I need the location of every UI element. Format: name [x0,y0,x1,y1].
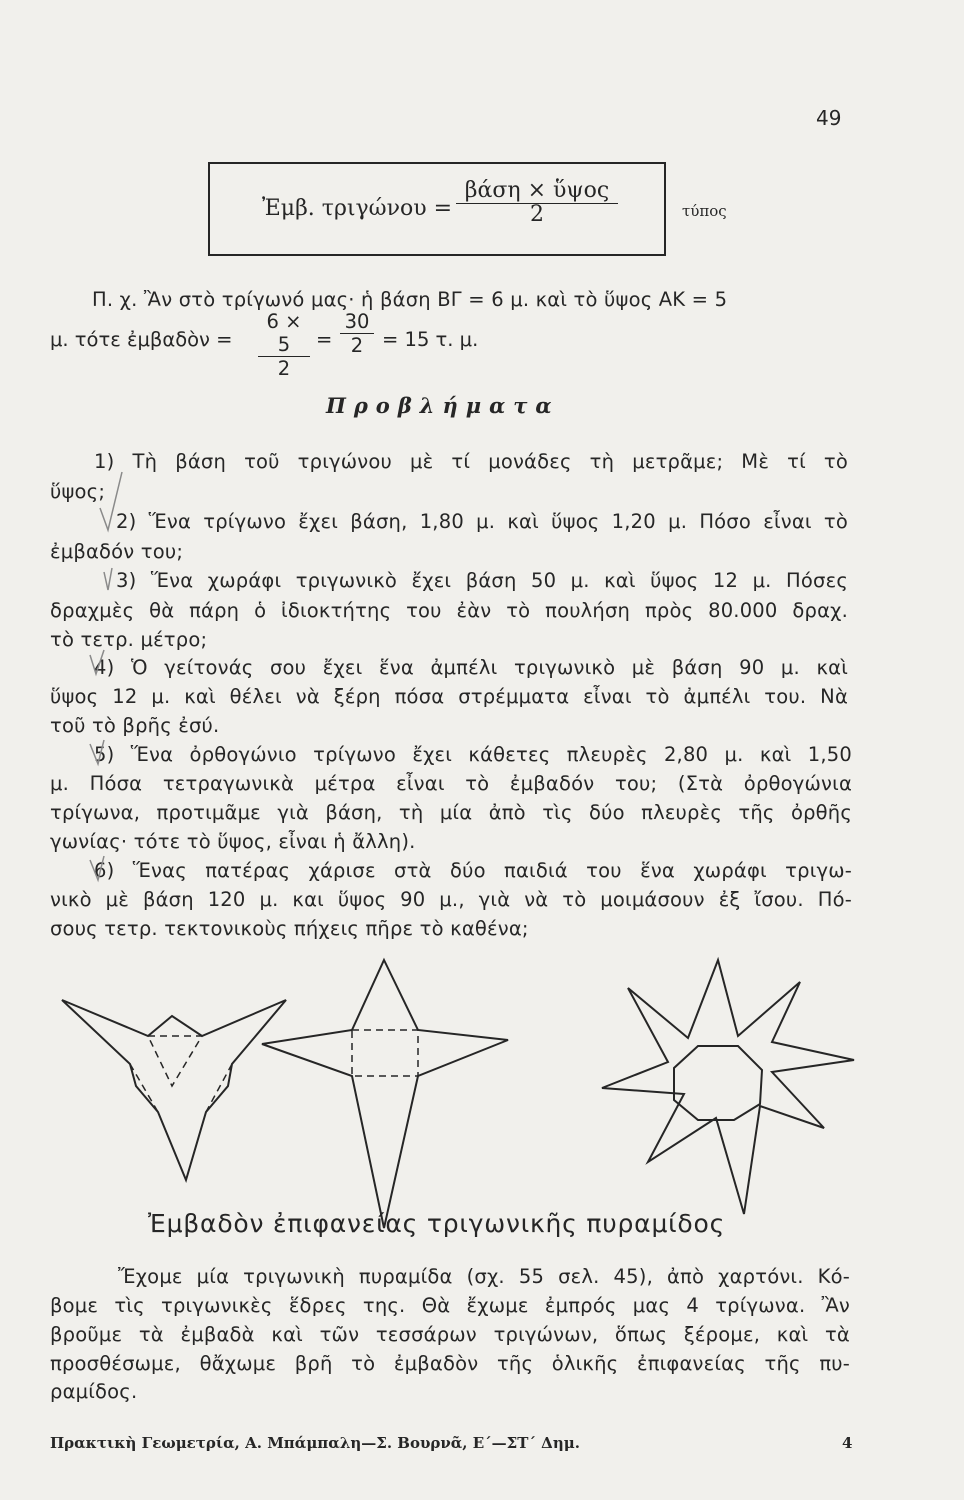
formula-numerator: βάση × ὕψος [464,178,610,203]
problem-line: μ. Πόσα τετραγωνικὰ μέτρα εἶναι τὸ ἐμβαδόν του; (Στὰ ὀρθογώνια [50,772,852,795]
section-text-line: βομε τὶς τριγωνικὲς ἕδρες της. Θὰ ἔχωμε ἐμπρός μας 4 τρίγωνα. Ἂν [50,1294,850,1317]
problem-line: νικὸ μὲ βάση 120 μ. και ὕψος 90 μ., γιὰ νὰ τὸ μοιμάσουν ἐξ ἴσου. Πό- [50,888,852,911]
problem-line: σους τετρ. τεκτονικοὺς πήχεις πῆρε τὸ καθένα; [50,917,529,940]
section-text-line: βροῦμε τὰ ἐμβαδὰ καὶ τῶν τεσσάρων τριγώνων, ὅπως ξέρομε, καὶ τὰ [50,1323,850,1346]
formula-side-label: τύπος [682,202,727,220]
fraction-1-numerator: 6 × 5 [266,310,302,356]
base-square-dashed [352,1030,418,1076]
problem-line: τρίγωνα, προτιμᾶμε γιὰ βάση, τὴ μία ἀπὸ τὶς δύο πλευρὲς τῆς ὀρθῆς [50,801,852,824]
fraction-2-numerator: 30 [344,310,370,333]
formula-denominator: 2 [530,202,544,227]
problem-line: ἐμβαδόν του; [50,540,184,563]
problem-line: 4) Ὁ γείτονάς σου ἔχει ἕνα ἀμπέλι τριγωνικὸ μὲ βάση 90 μ. καὶ [94,656,848,679]
problem-line: 6) Ἕνας πατέρας χάρισε στὰ δύο παιδιά του ἕνα χωράφι τριγω- [94,859,852,882]
problem-line: τὸ τετρ. μέτρο; [50,628,208,651]
check-mark-icon [100,472,122,530]
example-line-2-start: μ. τότε ἐμβαδὸν = [50,328,233,351]
outer-outline [602,960,854,1214]
section-text-line: Ἔχομε μία τριγωνικὴ πυραμίδα (σχ. 55 σελ. 45), ἀπὸ χαρτόνι. Κό- [118,1265,850,1288]
problem-line: 1) Τὴ βάση τοῦ τριγώνου μὲ τί μονάδες τὴ μετρᾶμε; Μὲ τί τὸ [94,450,848,473]
check-mark-icon [90,856,104,880]
formula-lhs: Ἐμβ. τριγώνου = [262,196,453,221]
problem-line: ὕψος 12 μ. καὶ θέλει νὰ ξέρη πόσα στρέμματα εἶναι τὸ ἀμπέλι του. Νὰ [50,685,848,708]
outer-outline [262,960,508,1228]
section-title: Ἐμβαδὸν ἐπιφανείας τριγωνικῆς πυραμίδος [148,1209,726,1238]
fraction-2-denominator: 2 [350,334,364,357]
footer-citation: Πρακτικὴ Γεωμετρία, Α. Μπάμπαλη—Σ. Βουρνᾶ, Ε΄—ΣΤ΄ Δημ. [50,1434,580,1452]
fraction-1-denominator: 2 [277,357,291,380]
fold-line-dashed [206,1064,232,1112]
section-text-line: προσθέσωμε, θἄχωμε βρῆ τὸ ἐμβαδὸν τῆς ὁλικῆς ἐπιφανείας τῆς πυ- [50,1352,850,1375]
example-line-1: Π. χ. Ἂν στὸ τρίγωνό μας· ἡ βάση ΒΓ = 6 μ. καὶ τὸ ὕψος ΑΚ = 5 [92,288,728,311]
example-equals: = [316,328,333,351]
inner-triangle-dashed [148,1036,202,1086]
page-number: 49 [816,106,842,130]
problem-line: 2) Ἕνα τρίγωνο ἔχει βάση, 1,80 μ. καὶ ὕψος 1,20 μ. Πόσο εἶναι τὸ [116,510,848,533]
octagon-base [674,1046,762,1120]
section-text-line: ραμίδος. [50,1380,138,1403]
problem-line: ὕψος; [50,480,106,503]
footer-signature-number: 4 [842,1434,853,1452]
check-mark-icon [90,740,104,764]
figure-octagonal-star-net [600,960,860,1230]
problem-line: τοῦ τὸ βρῆς ἐσύ. [50,714,220,737]
fold-line-dashed [130,1064,158,1112]
check-mark-icon [90,650,104,674]
problem-line: 3) Ἕνα χωράφι τριγωνικὸ ἔχει βάση 50 μ. καὶ ὕψος 12 μ. Πόσες [116,569,848,592]
outer-outline [62,1000,286,1180]
figure-square-pyramid-net [260,960,500,1230]
check-mark-icon [104,568,112,590]
problem-line: δραχμὲς θὰ πάρη ὁ ἰδιοκτήτης του ἐὰν τὸ πουλήση πρὸς 80.000 δραχ. [50,599,848,622]
example-result: = 15 τ. μ. [382,328,479,351]
problem-line: 5) Ἕνα ὀρθογώνιο τρίγωνο ἔχει κάθετες πλευρὲς 2,80 μ. καὶ 1,50 [94,743,852,766]
problems-title: Προβλήματα [326,393,560,418]
problem-line: γωνίας· τότε τὸ ὕψος, εἶναι ἡ ἄλλη). [50,830,416,853]
